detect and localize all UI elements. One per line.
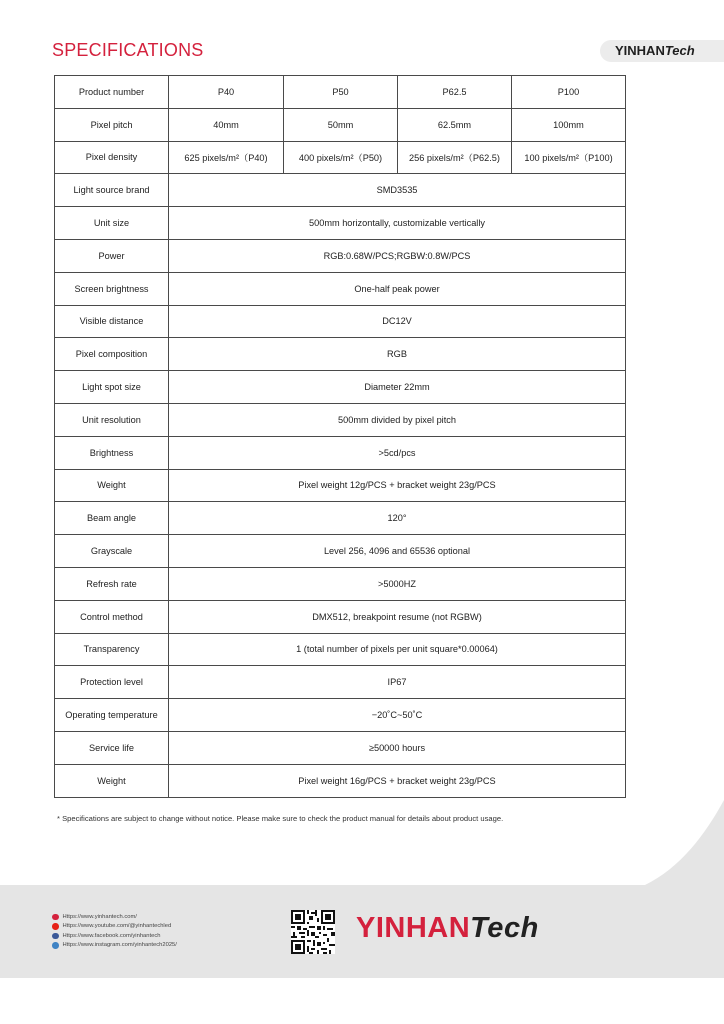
row-label: Unit size bbox=[55, 207, 169, 240]
value-cell: IP67 bbox=[169, 666, 626, 699]
value-cell: Level 256, 4096 and 65536 optional bbox=[169, 535, 626, 568]
value-cell: One-half peak power bbox=[169, 272, 626, 305]
youtube-icon bbox=[52, 923, 59, 930]
table-row bbox=[55, 764, 626, 797]
table-row bbox=[55, 469, 626, 502]
table-row bbox=[55, 174, 626, 207]
row-label: Unit resolution bbox=[55, 403, 169, 436]
table-row bbox=[55, 239, 626, 272]
value-cell: 50mm bbox=[284, 108, 398, 141]
link-text: Https://www.instagram.com/yinhantech2025/ bbox=[62, 942, 177, 949]
value-cell: 1 (total number of pixels per unit square*0.00064) bbox=[169, 633, 626, 666]
row-label: Weight bbox=[55, 764, 169, 797]
table-row bbox=[55, 600, 626, 633]
value-cell: 625 pixels/m²（P40) bbox=[169, 141, 284, 174]
row-label: Brightness bbox=[55, 436, 169, 469]
row-label: Product number bbox=[55, 76, 169, 109]
row-label: Weight bbox=[55, 469, 169, 502]
brand-logo-large bbox=[356, 912, 539, 945]
web-icon bbox=[52, 914, 59, 921]
link-text: Https://www.facebook.com/yinhantech bbox=[62, 932, 161, 939]
table-row bbox=[55, 731, 626, 764]
link-text: Https://www.yinhantech.com/ bbox=[62, 913, 137, 920]
row-label: Protection level bbox=[55, 666, 169, 699]
row-label: Pixel composition bbox=[55, 338, 169, 371]
link-website[interactable] bbox=[52, 912, 177, 922]
qr-code-icon bbox=[291, 910, 335, 954]
brand-main: YINHAN bbox=[615, 43, 665, 58]
table-row bbox=[55, 108, 626, 141]
link-text: Https://www.youtube.com/@yinhantechled bbox=[62, 923, 172, 930]
row-label: Operating temperature bbox=[55, 699, 169, 732]
table-row bbox=[55, 502, 626, 535]
row-label: Pixel pitch bbox=[55, 108, 169, 141]
brand-main: YINHAN bbox=[356, 912, 471, 944]
brand-tech: Tech bbox=[664, 43, 695, 58]
table-row bbox=[55, 207, 626, 240]
value-cell: 62.5mm bbox=[398, 108, 512, 141]
row-label: Light source brand bbox=[55, 174, 169, 207]
row-label: Control method bbox=[55, 600, 169, 633]
value-cell: 500mm horizontally, customizable vertically bbox=[169, 207, 626, 240]
product-number-cell: P62.5 bbox=[398, 76, 512, 109]
product-number-cell: P40 bbox=[169, 76, 284, 109]
table-row bbox=[55, 666, 626, 699]
value-cell: Pixel weight 12g/PCS + bracket weight 23g/PCS bbox=[169, 469, 626, 502]
link-facebook[interactable] bbox=[52, 931, 177, 941]
value-cell: 100mm bbox=[512, 108, 626, 141]
value-cell: 120° bbox=[169, 502, 626, 535]
value-cell: 100 pixels/m²（P100) bbox=[512, 141, 626, 174]
table-row bbox=[55, 567, 626, 600]
value-cell: 40mm bbox=[169, 108, 284, 141]
specifications-table bbox=[54, 75, 626, 798]
link-youtube[interactable] bbox=[52, 922, 177, 932]
table-row bbox=[55, 76, 626, 109]
table-row bbox=[55, 141, 626, 174]
product-number-cell: P100 bbox=[512, 76, 626, 109]
table-row bbox=[55, 403, 626, 436]
disclaimer-note: * Specifications are subject to change without notice. Please make sure to check the product manual for details about product usage. bbox=[57, 814, 504, 823]
value-cell: 256 pixels/m²（P62.5) bbox=[398, 141, 512, 174]
table-row bbox=[55, 699, 626, 732]
value-cell: RGB bbox=[169, 338, 626, 371]
facebook-icon bbox=[52, 933, 59, 940]
value-cell: −20˚C~50˚C bbox=[169, 699, 626, 732]
link-instagram[interactable] bbox=[52, 941, 177, 951]
product-number-cell: P50 bbox=[284, 76, 398, 109]
brand-logo-small bbox=[600, 40, 724, 62]
row-label: Visible distance bbox=[55, 305, 169, 338]
value-cell: SMD3535 bbox=[169, 174, 626, 207]
table-row bbox=[55, 633, 626, 666]
page-title: SPECIFICATIONS bbox=[52, 40, 204, 60]
value-cell: RGB:0.68W/PCS;RGBW:0.8W/PCS bbox=[169, 239, 626, 272]
row-label: Grayscale bbox=[55, 535, 169, 568]
value-cell: Pixel weight 16g/PCS + bracket weight 23g/PCS bbox=[169, 764, 626, 797]
row-label: Transparency bbox=[55, 633, 169, 666]
row-label: Power bbox=[55, 239, 169, 272]
row-label: Service life bbox=[55, 731, 169, 764]
value-cell: >5000HZ bbox=[169, 567, 626, 600]
table-row bbox=[55, 371, 626, 404]
footer-links bbox=[52, 912, 177, 950]
specifications-table-body bbox=[55, 76, 626, 798]
instagram-icon bbox=[52, 942, 59, 949]
table-row bbox=[55, 535, 626, 568]
row-label: Pixel density bbox=[55, 141, 169, 174]
row-label: Light spot size bbox=[55, 371, 169, 404]
value-cell: >5cd/pcs bbox=[169, 436, 626, 469]
row-label: Screen brightness bbox=[55, 272, 169, 305]
value-cell: 400 pixels/m²（P50) bbox=[284, 141, 398, 174]
value-cell: Diameter 22mm bbox=[169, 371, 626, 404]
value-cell: DMX512, breakpoint resume (not RGBW) bbox=[169, 600, 626, 633]
table-row bbox=[55, 272, 626, 305]
brand-tech: Tech bbox=[470, 912, 539, 944]
row-label: Refresh rate bbox=[55, 567, 169, 600]
value-cell: DC12V bbox=[169, 305, 626, 338]
table-row bbox=[55, 338, 626, 371]
table-row bbox=[55, 305, 626, 338]
table-row bbox=[55, 436, 626, 469]
row-label: Beam angle bbox=[55, 502, 169, 535]
value-cell: ≥50000 hours bbox=[169, 731, 626, 764]
value-cell: 500mm divided by pixel pitch bbox=[169, 403, 626, 436]
